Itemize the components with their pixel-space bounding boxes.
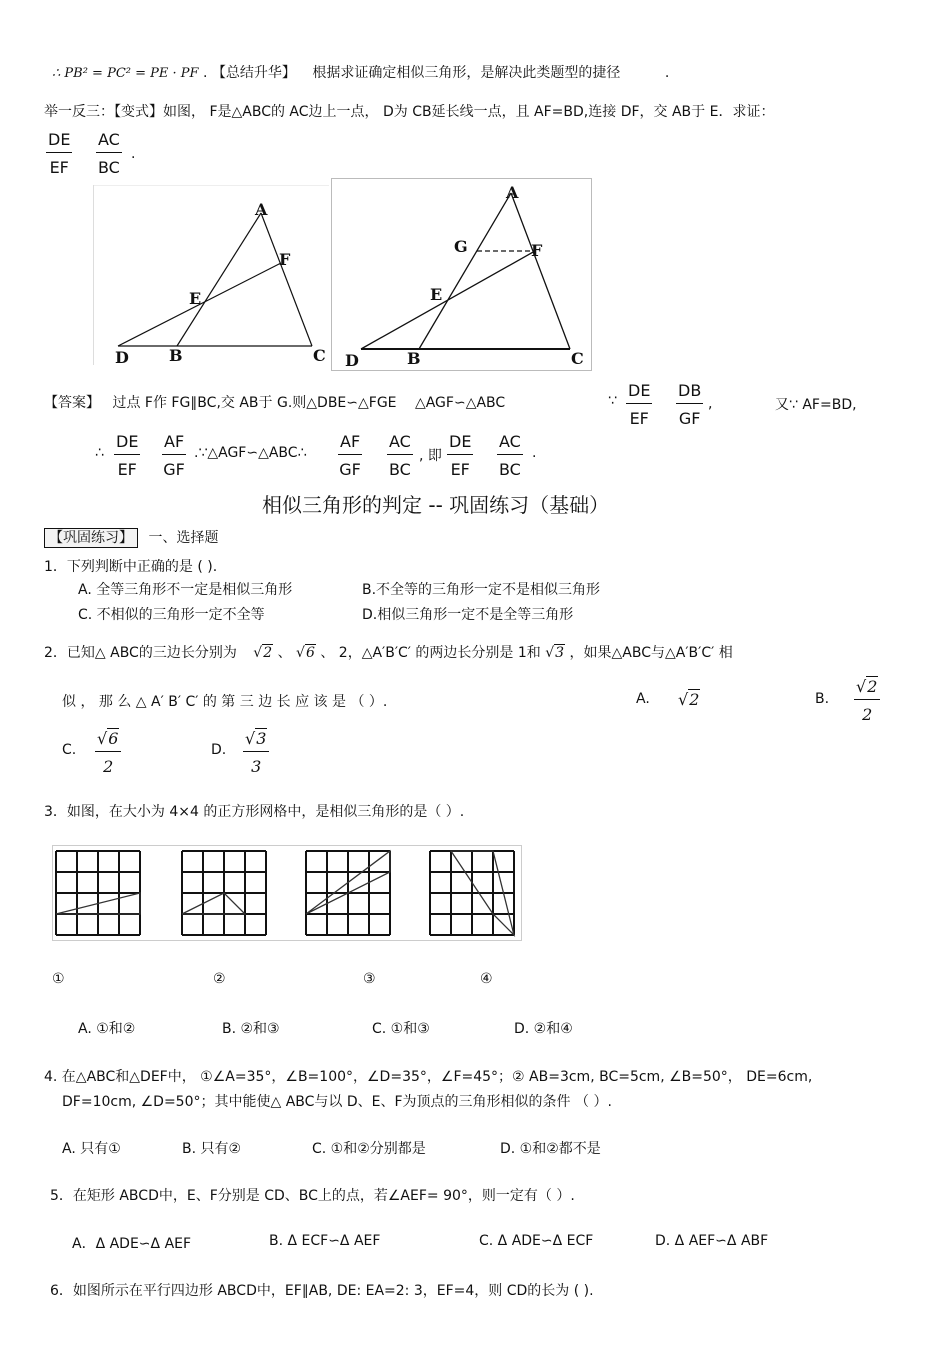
q3-option-a: A. ①和② xyxy=(78,1021,136,1037)
fraction-de-ef: $\frac{DE}{EF}$ xyxy=(449,432,472,479)
label-d: D xyxy=(115,348,129,367)
label-g: G xyxy=(454,237,468,256)
answer-tag: 【答案】 xyxy=(44,395,100,411)
grid-triangle-2 xyxy=(182,893,245,914)
q2-option-b-value: $\frac{√2}{2}$ xyxy=(854,677,880,724)
label-f: F xyxy=(531,241,543,260)
also-af-bd: 又∵ AF=BD, xyxy=(775,397,857,413)
summary-end-dot: . xyxy=(664,65,670,81)
fraction-de-ef: $\frac{DE}{EF}$ xyxy=(116,432,139,479)
q4-option-b: B. 只有② xyxy=(182,1141,242,1157)
q3-option-c: C. ①和③ xyxy=(372,1021,430,1037)
q4-option-d: D. ①和②都不是 xyxy=(500,1141,601,1157)
label-b: B xyxy=(169,346,183,365)
fraction-af-gf: $\frac{AF}{GF}$ xyxy=(163,432,185,479)
q3-stem: 3．如图，在大小为 4×4 的正方形网格中，是相似三角形的是（ ）. xyxy=(44,804,465,820)
fraction-af-gf: $\frac{AF}{GF}$ xyxy=(339,432,361,479)
answer-text: 过点 F作 FG∥BC,交 AB于 G.则△DBE∽△FGE △AGF∽△ABC xyxy=(112,395,506,411)
sqrt-2: √2 xyxy=(253,645,273,661)
q2-option-d-value: $\frac{√3}{3}$ xyxy=(243,729,269,776)
grid-label-2: ② xyxy=(213,971,226,987)
answer-end: . xyxy=(532,445,537,461)
q3-option-d: D. ②和④ xyxy=(514,1021,573,1037)
q5-option-b: B. Δ ECF∽Δ AEF xyxy=(269,1233,381,1249)
grid-label-3: ③ xyxy=(363,971,376,987)
variant-end: . xyxy=(131,146,136,162)
fraction-db-gf: $\frac{DB}{GF}$ xyxy=(678,381,702,428)
q2-line2: 似 ， 那 么 △ A′ B′ C′ 的 第 三 边 长 应 该 是 （ ）. xyxy=(62,694,388,710)
triangle-figure-1 xyxy=(93,185,333,370)
practice-tag: 【巩固练习】 xyxy=(44,528,138,548)
section-title: 相似三角形的判定 -- 巩固练习（基础） xyxy=(262,493,610,517)
q2-stem-c: ，如果△ABC与△A′B′C′ 相 xyxy=(569,645,733,661)
q1-option-a: A. 全等三角形不一定是相似三角形 xyxy=(78,582,293,598)
ie-text: , 即 xyxy=(419,448,442,464)
grid-figures xyxy=(52,845,522,941)
fraction-ac-bc: $\frac{AC}{BC}$ xyxy=(97,130,120,177)
formula-pb-pc: ∴ PB² = PC² = PE · PF xyxy=(52,66,199,81)
q1-option-c: C. 不相似的三角形一定不全等 xyxy=(78,607,265,623)
q1-option-b: B.不全等的三角形一定不是相似三角形 xyxy=(362,582,601,598)
summary-text: 根据求证确定相似三角形，是解决此类题型的捷径 xyxy=(312,65,621,81)
label-c: C xyxy=(571,349,584,368)
fraction-ac-bc: $\frac{AC}{BC}$ xyxy=(498,432,521,479)
q2-option-c-label: C. xyxy=(62,742,77,758)
summary-tag: 【总结升华】 xyxy=(211,65,296,81)
q2-option-a-value: √2 xyxy=(678,690,700,709)
q4-line2: DF=10cm, ∠D=50°；其中能使△ ABC与以 D、E、F为顶点的三角形相似的条件 （ ）. xyxy=(62,1094,612,1110)
q1-stem: 1．下列判断中正确的是 ( ). xyxy=(44,559,218,575)
label-b: B xyxy=(407,349,421,368)
q1-option-d: D.相似三角形一定不是全等三角形 xyxy=(362,607,574,623)
q5-option-d: D. Δ AEF∽Δ ABF xyxy=(655,1233,769,1249)
comma: , xyxy=(708,396,713,412)
grid-label-4: ④ xyxy=(480,971,493,987)
triangle-figure-2 xyxy=(331,178,593,373)
label-e: E xyxy=(189,289,202,308)
q2-option-a-label: A. xyxy=(636,691,650,707)
practice-part: 一、选择题 xyxy=(148,530,219,546)
separator: 、 xyxy=(277,645,292,661)
q2-option-d-label: D. xyxy=(211,742,227,758)
q4-option-a: A. 只有① xyxy=(62,1141,121,1157)
label-c: C xyxy=(313,346,326,365)
variant-text: 举一反三：【变式】如图， F是△ABC的 AC边上一点， D为 CB延长线一点，且 AF=BD,连接 DF，交 AB于 E．求证： xyxy=(44,104,775,120)
answer-mid-text: .∵△AGF∽△ABC∴ xyxy=(194,445,307,461)
because-symbol: ∵ xyxy=(608,393,617,409)
q6-stem: 6．如图所示在平行四边形 ABCD中，EF∥AB, DE: EA=2: 3，EF=4，则 CD的长为 ( ). xyxy=(50,1283,594,1299)
period-mark: . xyxy=(203,65,208,81)
q4-line1: 4. 在△ABC和△DEF中， ①∠A=35°，∠B=100°，∠D=35°，∠F=45°；② AB=3cm, BC=5cm, ∠B=50°， DE=6cm, xyxy=(44,1069,813,1085)
q4-option-c: C. ①和②分别都是 xyxy=(312,1141,426,1157)
sqrt-6: √6 xyxy=(296,645,315,661)
q3-option-b: B. ②和③ xyxy=(222,1021,280,1037)
grid-figure-2 xyxy=(182,851,266,935)
grid-figure-1 xyxy=(56,851,140,935)
fraction-ac-bc: $\frac{AC}{BC}$ xyxy=(388,432,411,479)
sqrt-3: √3 xyxy=(545,645,565,661)
label-d: D xyxy=(345,351,359,370)
label-f: F xyxy=(279,250,291,269)
q2-option-b-label: B. xyxy=(815,691,830,707)
fraction-de-ef: $\frac{DE}{EF}$ xyxy=(628,381,651,428)
q5-stem: 5．在矩形 ABCD中，E、F分别是 CD、BC上的点，若∠AEF= 90°，则一定有（ ）. xyxy=(50,1188,575,1204)
q5-option-a: A．Δ ADE∽Δ AEF xyxy=(72,1236,192,1252)
label-a: A xyxy=(506,183,519,202)
fraction-de-ef: $\frac{DE}{EF}$ xyxy=(48,130,71,177)
label-e: E xyxy=(430,285,443,304)
label-a: A xyxy=(255,200,268,219)
grid-figure-3 xyxy=(306,851,390,935)
grid-label-1: ① xyxy=(52,971,65,987)
q2-stem-b: 、 2，△A′B′C′ 的两边长分别是 1和 xyxy=(320,645,541,661)
therefore-symbol: ∴ xyxy=(95,445,104,461)
q2-option-c-value: $\frac{√6}{2}$ xyxy=(95,729,121,776)
grid-figure-4 xyxy=(430,851,514,935)
q5-option-c: C. Δ ADE∽Δ ECF xyxy=(479,1233,594,1249)
q2-stem-a: 2．已知△ ABC的三边长分别为 xyxy=(44,645,237,661)
